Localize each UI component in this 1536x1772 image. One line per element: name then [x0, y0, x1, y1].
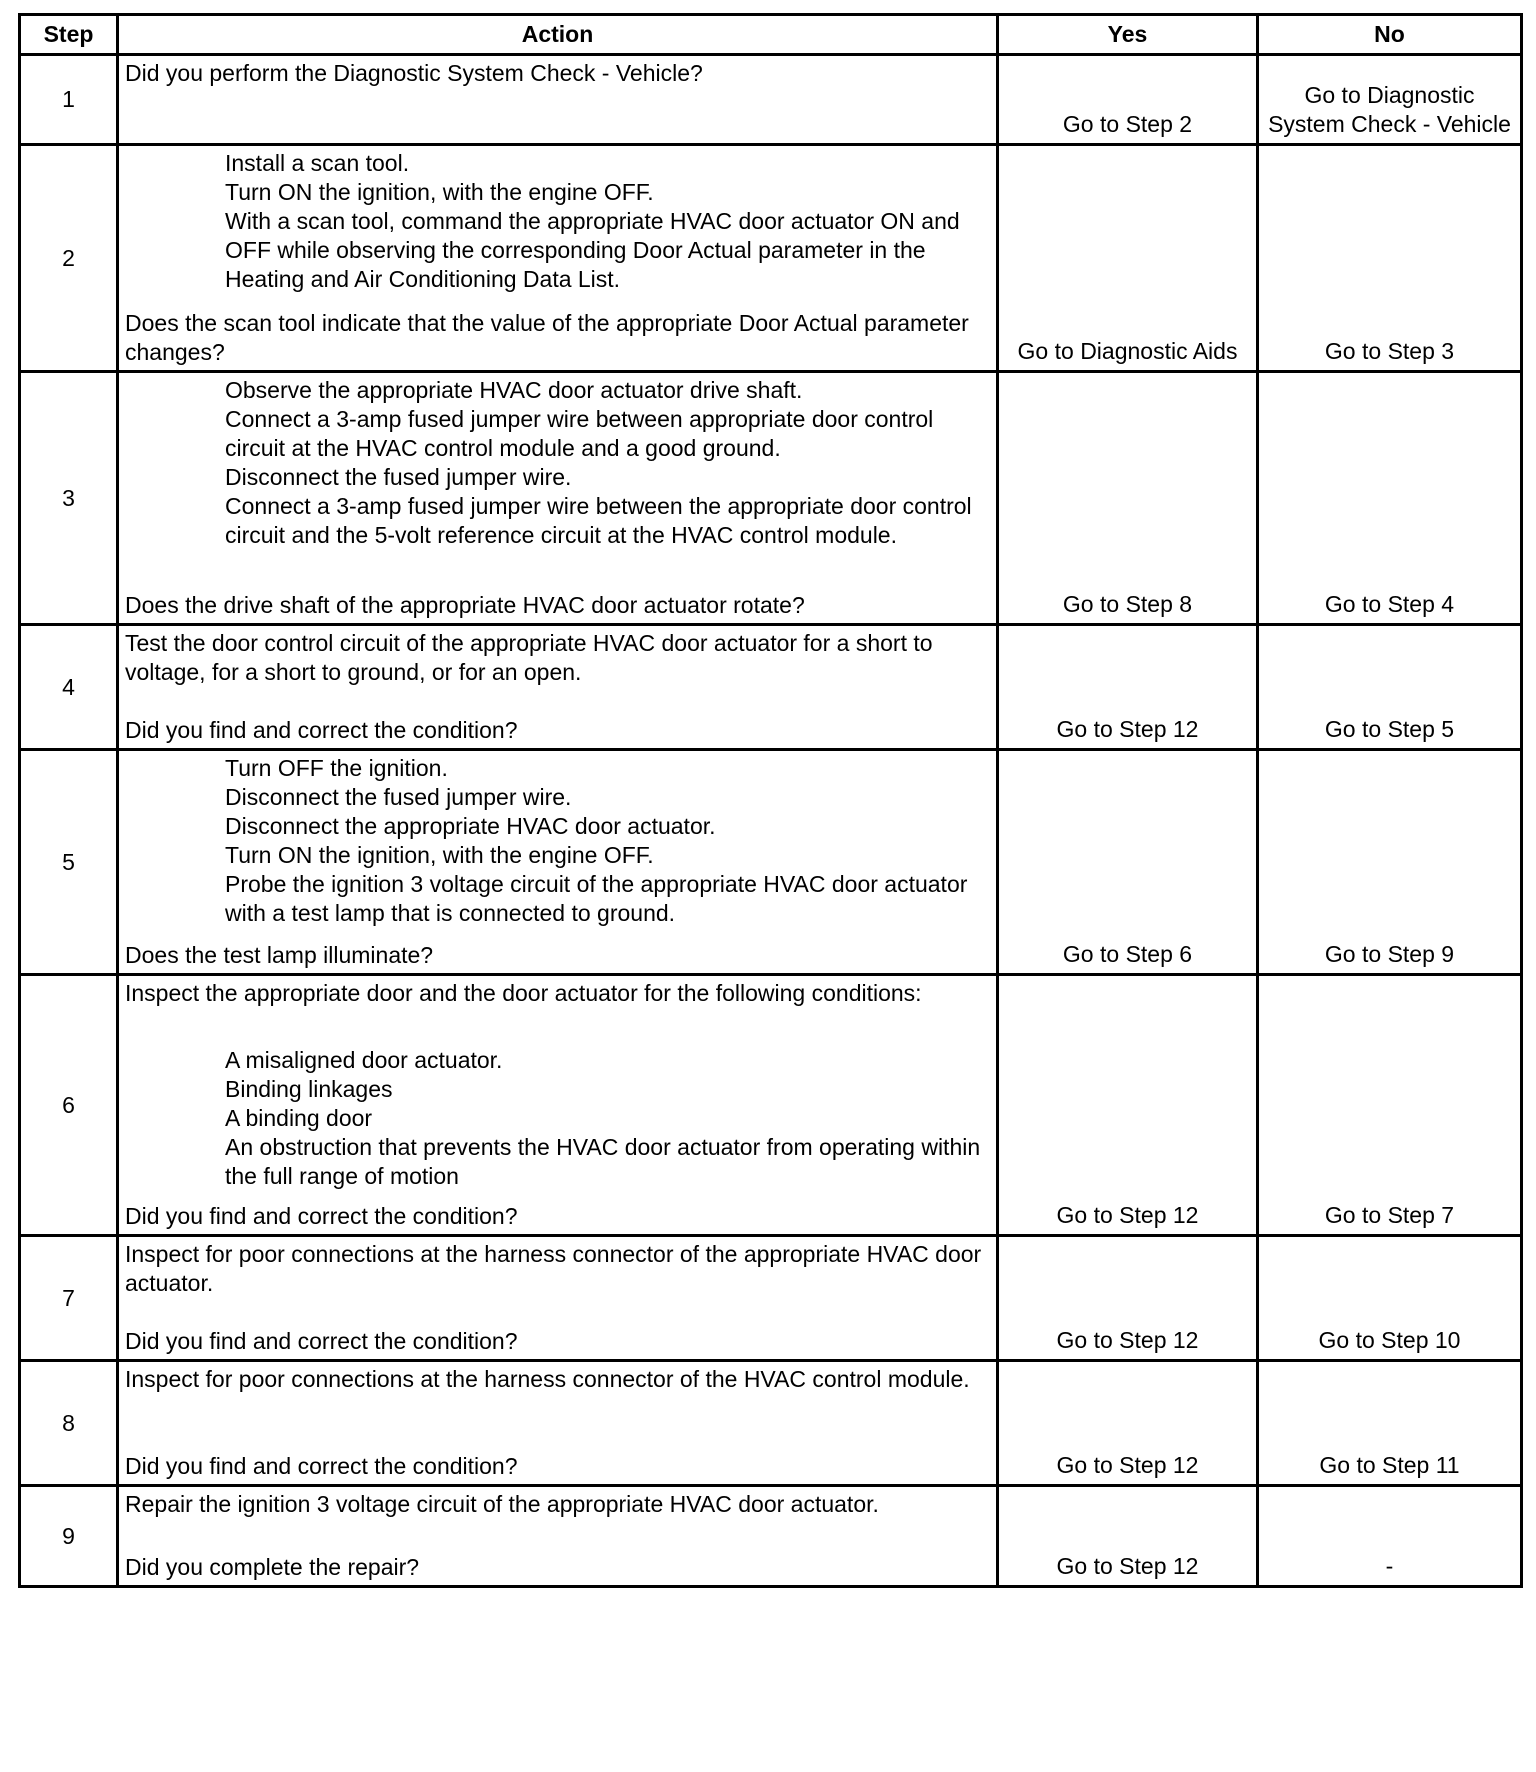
- action-top: [125, 1240, 990, 1298]
- action-top: [125, 754, 990, 928]
- action-top: [125, 629, 990, 687]
- step-number: 8: [20, 1361, 118, 1486]
- yes-result: Go to Step 2: [998, 55, 1258, 145]
- substep-item: Probe the ignition 3 voltage circuit of the appropriate HVAC door actuator with a test lamp that is connected to ground.: [225, 871, 968, 926]
- action-question: Did you find and correct the condition?: [125, 1203, 518, 1229]
- no-result: Go to Step 9: [1258, 750, 1522, 975]
- substep-item: With a scan tool, command the appropriate HVAC door actuator ON and OFF while observing the corresponding Door Actual parameter in the Heating and Air Conditioning Data List.: [225, 208, 960, 292]
- substep-item: Binding linkages: [225, 1076, 393, 1102]
- step-number: 2: [20, 145, 118, 372]
- yes-result: Go to Step 8: [998, 372, 1258, 625]
- substep-item: Turn ON the ignition, with the engine OFF.: [225, 842, 654, 868]
- no-result: Go to Step 4: [1258, 372, 1522, 625]
- step-number: 1: [20, 55, 118, 145]
- substep-item: A misaligned door actuator.: [225, 1047, 503, 1073]
- step-number: 6: [20, 975, 118, 1236]
- action-instruction: Inspect for poor connections at the harness connector of the HVAC control module.: [125, 1366, 970, 1392]
- table-row: [20, 372, 1522, 625]
- table-row: [20, 750, 1522, 975]
- yes-result: Go to Step 12: [998, 1486, 1258, 1587]
- action-cell: [118, 372, 998, 625]
- step-number: 4: [20, 625, 118, 750]
- substep-item: Connect a 3-amp fused jumper wire between appropriate door control circuit at the HVAC control module and a good ground.: [225, 406, 934, 461]
- action-content: [119, 146, 996, 370]
- substep-item: Connect a 3-amp fused jumper wire between the appropriate door control circuit and the 5-volt reference circuit at the HVAC control module.: [225, 493, 972, 548]
- action-top: [125, 376, 990, 550]
- table-row: [20, 625, 1522, 750]
- table-row: [20, 1361, 1522, 1486]
- substep-item: Disconnect the fused jumper wire.: [225, 464, 572, 490]
- action-substeps: [125, 754, 990, 928]
- action-cell: [118, 145, 998, 372]
- action-content: [119, 976, 996, 1234]
- action-instruction: Did you perform the Diagnostic System Check - Vehicle?: [125, 60, 703, 86]
- header-no: No: [1258, 15, 1522, 55]
- action-top: [125, 1365, 990, 1394]
- action-instruction: Inspect the appropriate door and the door actuator for the following conditions:: [125, 980, 922, 1006]
- action-cell: [118, 625, 998, 750]
- action-content: [119, 1362, 996, 1484]
- no-result: Go to Step 10: [1258, 1236, 1522, 1361]
- action-instruction: Test the door control circuit of the appropriate HVAC door actuator for a short to voltage, for a short to ground, or for an open.: [125, 630, 933, 685]
- substep-item: Turn OFF the ignition.: [225, 755, 448, 781]
- action-question: Did you find and correct the condition?: [125, 1328, 518, 1354]
- action-cell: [118, 1486, 998, 1587]
- table-row: [20, 1236, 1522, 1361]
- no-result: Go to Step 3: [1258, 145, 1522, 372]
- header-row: [20, 15, 1522, 55]
- action-cell: [118, 55, 998, 145]
- action-content: [119, 1237, 996, 1359]
- action-substeps: [125, 376, 990, 550]
- table-row: [20, 975, 1522, 1236]
- no-result: Go to Step 5: [1258, 625, 1522, 750]
- yes-result: Go to Step 12: [998, 975, 1258, 1236]
- no-result: Go to Diagnostic System Check - Vehicle: [1258, 55, 1522, 145]
- action-content: [119, 373, 996, 623]
- table-row: [20, 55, 1522, 145]
- action-question: Did you complete the repair?: [125, 1554, 420, 1580]
- action-cell: [118, 1361, 998, 1486]
- substep-item: Disconnect the appropriate HVAC door actuator.: [225, 813, 716, 839]
- action-instruction: Inspect for poor connections at the harness connector of the appropriate HVAC door actuator.: [125, 1241, 982, 1296]
- spacer: [125, 1008, 990, 1046]
- action-content: [119, 626, 996, 748]
- header-step: Step: [20, 15, 118, 55]
- action-top: [125, 979, 990, 1191]
- no-result: Go to Step 7: [1258, 975, 1522, 1236]
- action-content: [119, 751, 996, 973]
- yes-result: Go to Step 6: [998, 750, 1258, 975]
- table-row: [20, 145, 1522, 372]
- diagnostic-table: [18, 13, 1523, 1588]
- table-body: [20, 55, 1522, 1587]
- action-substeps: [125, 149, 990, 294]
- action-substeps: [125, 1046, 990, 1191]
- table-row: [20, 1486, 1522, 1587]
- action-content: [119, 1487, 996, 1585]
- action-top: [125, 59, 990, 88]
- yes-result: Go to Diagnostic Aids: [998, 145, 1258, 372]
- no-result: -: [1258, 1486, 1522, 1587]
- yes-result: Go to Step 12: [998, 1236, 1258, 1361]
- action-question: Did you find and correct the condition?: [125, 717, 518, 743]
- no-result: Go to Step 11: [1258, 1361, 1522, 1486]
- action-question: Did you find and correct the condition?: [125, 1453, 518, 1479]
- substep-item: Disconnect the fused jumper wire.: [225, 784, 572, 810]
- step-number: 9: [20, 1486, 118, 1587]
- step-number: 3: [20, 372, 118, 625]
- substep-item: Install a scan tool.: [225, 150, 410, 176]
- action-instruction: Repair the ignition 3 voltage circuit of the appropriate HVAC door actuator.: [125, 1491, 879, 1517]
- action-top: [125, 149, 990, 294]
- action-question: Does the scan tool indicate that the value of the appropriate Door Actual parameter changes?: [125, 310, 969, 365]
- action-cell: [118, 750, 998, 975]
- substep-item: An obstruction that prevents the HVAC door actuator from operating within the full range of motion: [225, 1134, 981, 1189]
- action-question: Does the test lamp illuminate?: [125, 942, 434, 968]
- header-action: Action: [118, 15, 998, 55]
- yes-result: Go to Step 12: [998, 1361, 1258, 1486]
- action-cell: [118, 1236, 998, 1361]
- substep-item: Turn ON the ignition, with the engine OFF.: [225, 179, 654, 205]
- action-top: [125, 1490, 990, 1519]
- step-number: 5: [20, 750, 118, 975]
- header-yes: Yes: [998, 15, 1258, 55]
- substep-item: A binding door: [225, 1105, 373, 1131]
- step-number: 7: [20, 1236, 118, 1361]
- yes-result: Go to Step 12: [998, 625, 1258, 750]
- action-question: Does the drive shaft of the appropriate HVAC door actuator rotate?: [125, 592, 805, 618]
- substep-item: Observe the appropriate HVAC door actuator drive shaft.: [225, 377, 803, 403]
- action-cell: [118, 975, 998, 1236]
- action-content: [119, 56, 996, 143]
